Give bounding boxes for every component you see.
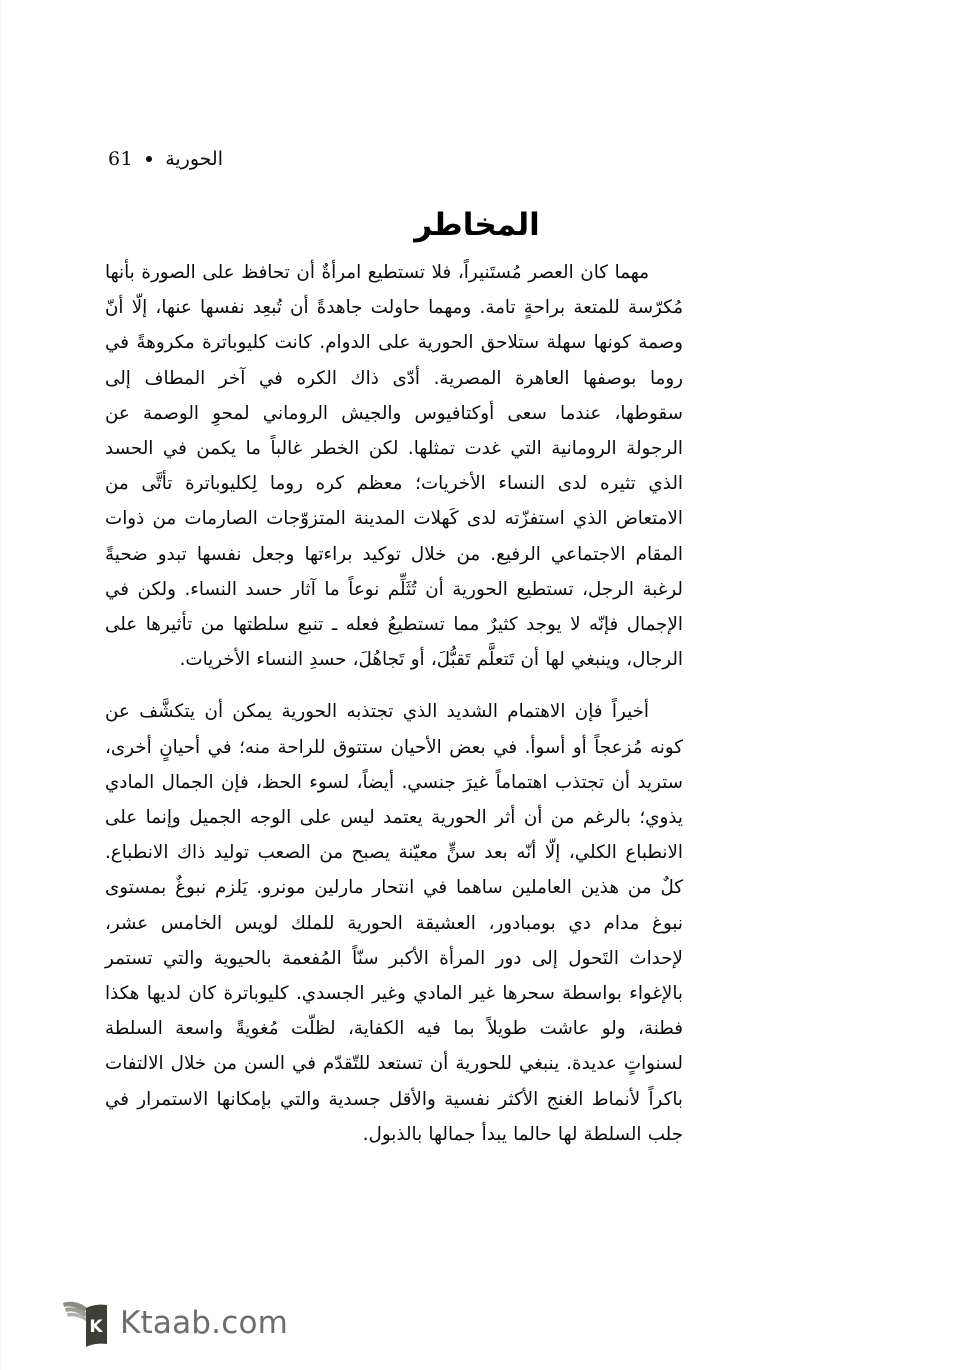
running-header [108,148,223,170]
body-text-column [105,255,683,1152]
chapter-title: المخاطر [414,206,540,243]
site-watermark [62,1294,288,1352]
open-book-icon [62,1294,108,1352]
page-spine-shading [0,0,3,1370]
header-separator-dot-icon [146,156,152,162]
body-paragraph: أخيراً فإن الاهتمام الشديد الذي تجتذبه الحورية يمكن أن يتكشَّف عن كونه مُزعجاً أو أسوأ. في بعض الأحيان ستتوق للراحة منه؛ في أحيانٍ أخرى، ستريد أن تجتذب اهتماماً غيرَ جنسي. أيضاً، لسوء الحظ، فإن الجمال المادي يذوي؛ بالرغم من أن أثر الحورية يعتمد ليس على الوجه الجميل وإنما على الانطباع الكلي، إلّا أنّه بعد سنٍّ معيّنة يصبح من الصعب توليد ذاك الانطباع. كلٌ من هذين العاملين ساهما في انتحار مارلين مونرو. يَلزم نبوغٌ بمستوى نبوغ مدام دي بومبادور، العشيقة الحورية للملك لويس الخامس عشر، لإحداث التَحول إلى دور المرأة الأكبر سنّاً المُفعمة بالحيوية والتي تستمر بالإغواء بواسطة سحرها غير المادي وغير الجسدي. كليوباترة كان لديها هكذا فطنة، ولو عاشت طويلاً بما فيه الكفاية، لظلّت مُغويةً واسعة السلطة لسنواتٍ عديدة. ينبغي للحورية أن تستعد للتّقدّم في السن من خلال الالتفات باكراً لأنماط الغنج الأكثر نفسية والأقل جسدية والتي بإمكانها الاستمرار في جلب السلطة لها حالما يبدأ جمالها بالذبول. [105,701,683,1145]
page-number: 61 [108,148,134,170]
paragraph-spacer [105,681,683,694]
svg-text:K: K [89,1317,103,1337]
site-wordmark: Ktaab.com [120,1304,289,1341]
body-paragraph: مهما كان العصر مُستَنيراً، فلا تستطيع امرأةٌ أن تحافظ على الصورة بأنها مُكرّسة للمتعة براحةٍ تامة. ومهما حاولت جاهدةً أن تُبعِد نفسها عنها، إلّا أنّ وصمة كونها سهلة ستلاحق الحورية على الدوام. كانت كليوباترة مكروهةً في روما بوصفها العاهرة المصرية. أدّى ذاك الكره في آخر المطاف إلى سقوطها، عندما سعى أوكتافيوس والجيش الروماني لمحوِ الوصمة عن الرجولة الرومانية التي غدت تمثلها. لكن الخطر غالباً ما يكمن في الحسد الذي تثيره لدى النساء الأخريات؛ معظم كره روما لِكليوباترة تأتَّى من الامتعاض الذي استفزّته لدى كَهلات المدينة المتزوّجات الصارمات من ذوات المقام الاجتماعي الرفيع. من خلال توكيد براءتها وجعل نفسها تبدو ضحيةً لرغبة الرجل، تستطيع الحورية أن تُثَلِّم نوعاً ما آثار حسد النساء. ولكن في الإجمال فإنّه لا يوجد كثيرٌ مما تستطيعُ فعله ـ تنبع سلطتها من تأثيرها على الرجال، وينبغي لها أن تَتعلَّم تَقبُّلَ، أو تَجاهُلَ، حسدِ النساء الأخريات. [105,262,683,671]
running-book-title: الحورية [165,148,223,170]
